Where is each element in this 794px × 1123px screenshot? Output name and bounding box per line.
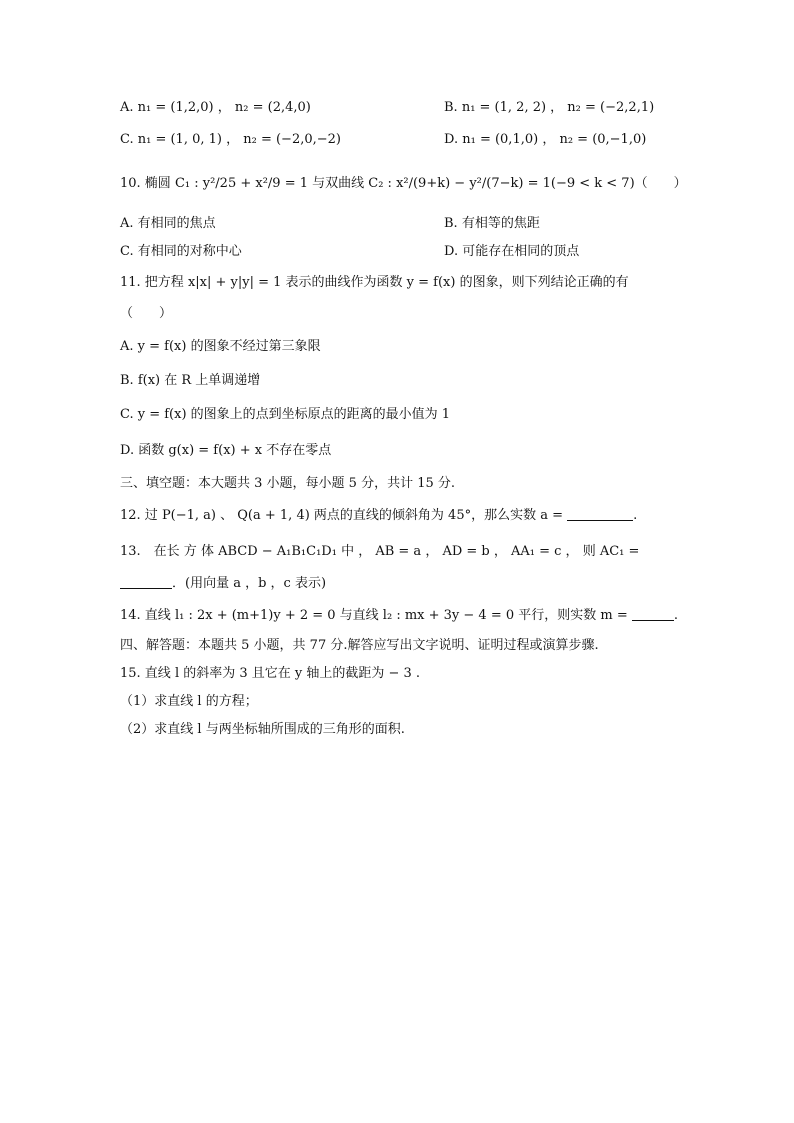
q9-option-d: D. n₁ = (0,1,0) ， n₂ = (0,−1,0) [444, 132, 647, 147]
q13-line1: 13. 在长 方 体 ABCD − A₁B₁C₁D₁ 中 ， AB = a ， AD = b ， AA₁ = c ， 则 AC₁ = [120, 544, 640, 559]
q10-stem: 10. 椭圆 C₁ : y²/25 + x²/9 = 1 与双曲线 C₂ : x²/(9+k) − y²/(7−k) = 1(−9 < k < 7)（ ） [120, 176, 687, 191]
q15-part-1: （1）求直线 l 的方程； [120, 694, 258, 709]
q9-option-a: A. n₁ = (1,2,0) ， n₂ = (2,4,0) [120, 100, 311, 115]
q12-text: 12. 过 P(−1, a) 、 Q(a + 1, 4) 两点的直线的倾斜角为 45°，那么实数 a = [120, 508, 564, 523]
q12-end: . [633, 508, 638, 523]
q11-paren: （ ） [120, 306, 173, 321]
q12-line [120, 506, 637, 526]
q13-tail: ．(用向量 a ，b ，c 表示) [172, 576, 327, 591]
q10-option-a: A. 有相同的焦点 [120, 216, 216, 231]
q10-option-c: C. 有相同的对称中心 [120, 244, 242, 259]
q13-line2 [120, 574, 326, 594]
q10-option-b: B. 有相等的焦距 [444, 216, 540, 231]
q14-text: 14. 直线 l₁ : 2x + (m+1)y + 2 = 0 与直线 l₂ : mx + 3y − 4 = 0 平行，则实数 m = [120, 608, 628, 623]
q11-option-c: C. y = f(x) 的图象上的点到坐标原点的距离的最小值为 1 [120, 407, 451, 422]
q13-answer-blank[interactable] [120, 574, 172, 589]
q11-option-a: A. y = f(x) 的图象不经过第三象限 [120, 339, 321, 354]
section-3-heading: 三、填空题：本大题共 3 小题，每小题 5 分，共计 15 分. [120, 476, 456, 491]
q14-line [120, 606, 678, 626]
q12-answer-blank[interactable] [567, 506, 633, 521]
q15-stem: 15. 直线 l 的斜率为 3 且它在 y 轴上的截距为 − 3 . [120, 666, 421, 681]
q9-option-c: C. n₁ = (1, 0, 1) ， n₂ = (−2,0,−2) [120, 132, 341, 147]
q14-end: . [673, 608, 679, 623]
section-4-heading: 四、解答题：本题共 5 小题，共 77 分.解答应写出文字说明、证明过程或演算步骤. [120, 638, 599, 653]
q9-option-b: B. n₁ = (1, 2, 2) ， n₂ = (−2,2,1) [444, 100, 655, 115]
q10-option-d: D. 可能存在相同的顶点 [444, 244, 580, 259]
q11-stem: 11. 把方程 x|x| + y|y| = 1 表示的曲线作为函数 y = f(x) 的图象，则下列结论正确的有 [120, 275, 629, 290]
q11-option-b: B. f(x) 在 R 上单调递增 [120, 373, 261, 388]
q14-answer-blank[interactable] [632, 606, 674, 621]
q11-option-d: D. 函数 g(x) = f(x) + x 不存在零点 [120, 443, 332, 458]
q15-part-2: （2）求直线 l 与两坐标轴所围成的三角形的面积. [120, 722, 405, 737]
